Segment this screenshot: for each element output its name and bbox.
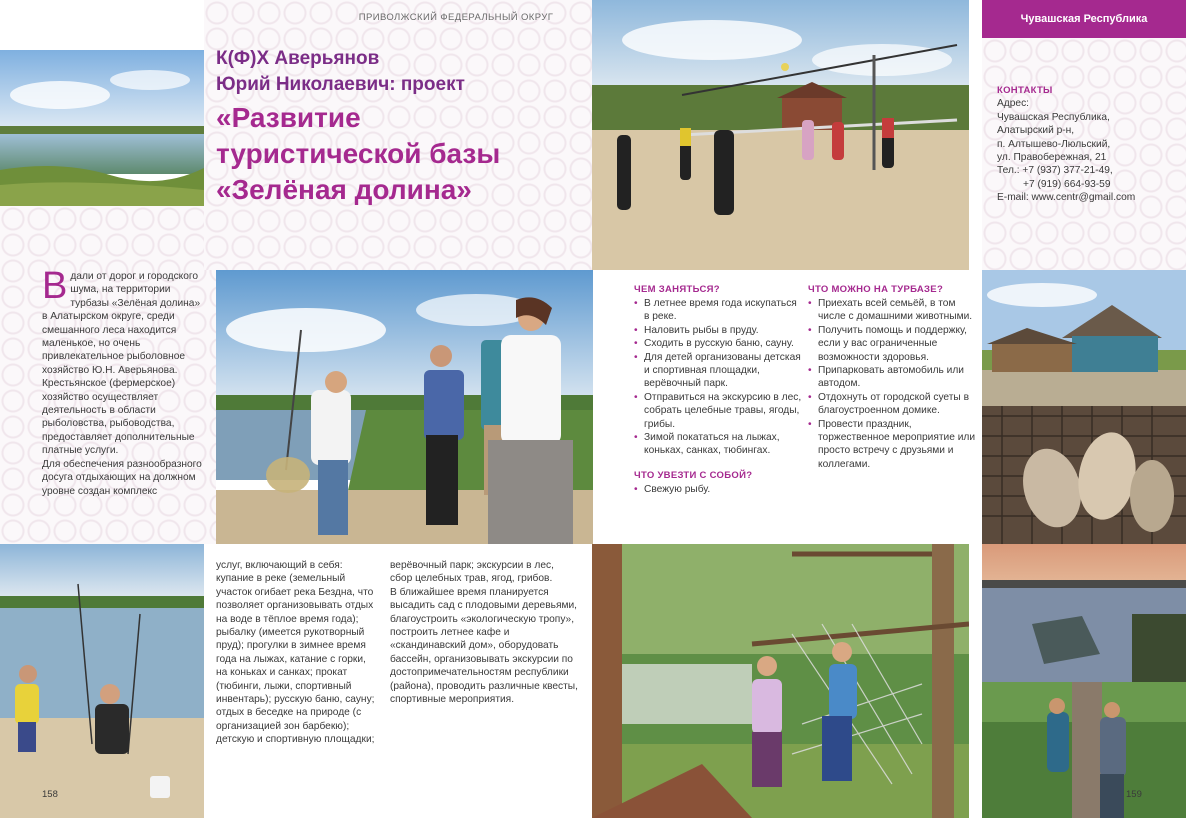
page-number-right: 159 — [1126, 789, 1142, 800]
column-3-paragraph-1: верёвочный парк; экскурсии в лес, сбор целебных трав, ягод, грибов. — [390, 560, 554, 585]
title-line-4: туристической базы — [216, 138, 501, 169]
activities-list — [634, 297, 804, 458]
contacts-heading: КОНТАКТЫ — [997, 85, 1053, 96]
column-3-text — [390, 559, 578, 706]
photo-rope-park — [592, 544, 969, 818]
list-item: • Отправиться на экскурсию в лес, собрать целебные травы, ягоды, грибы. — [634, 391, 804, 431]
at-base-list — [808, 297, 976, 471]
at-base-section — [808, 284, 976, 471]
phone-line: Тел.: +7 (937) 377-21-49, — [997, 165, 1113, 177]
activities-heading: ЧЕМ ЗАНЯТЬСЯ? — [634, 284, 720, 295]
title-line-1: К(Ф)Х Аверьянов — [216, 48, 380, 69]
list-item: • Приехать всей семьёй, в том числе с домашними животными. — [808, 297, 976, 324]
take-away-heading: ЧТО УВЕЗТИ С СОБОЙ? — [634, 469, 753, 481]
list-item: • Наловить рыбы в пруду. — [634, 324, 804, 337]
list-item: • Провести праздник, торжественное мероприятие или просто встречу с друзьями и коллегами. — [808, 418, 976, 472]
list-item: • Припарковать автомобиль или автодом. — [808, 364, 976, 391]
column-2-text: услуг, включающий в себя: купание в реке (земельный участок огибает река Бездна, что позволяет организовывать отдых на воде в тёплое время года); рыбалку (имеется рукотворный пруд); прогулки в зимнее время года на лыжах, катание с горки, на коньках и санках; прокат (тюбинги, лыжи, спортивный инвентарь); русскую баню, сауну; отдых в беседке на природе (с организацией зон барбекю); детскую и спортивную площадки; — [216, 560, 375, 746]
photo-boat-sunset — [982, 544, 1186, 682]
list-item: • Зимой покататься на лыжах, коньках, санках, тюбингах. — [634, 431, 804, 458]
list-item: • Отдохнуть от городской суеты в благоустроенном домике. — [808, 391, 976, 418]
address-line: Алатырский р-н, — [997, 125, 1075, 137]
contacts-block — [997, 84, 1177, 205]
list-item: • В летнее время года искупаться в реке. — [634, 297, 804, 324]
article-title — [216, 46, 576, 208]
region-label: ПРИВОЛЖСКИЙ ФЕДЕРАЛЬНЫЙ ОКРУГ — [358, 12, 554, 23]
list-item: • Сходить в русскую баню, сауну. — [634, 337, 804, 350]
address-label: Адрес: — [997, 98, 1029, 110]
photo-fish — [982, 406, 1186, 544]
at-base-heading: ЧТО МОЖНО НА ТУРБАЗЕ? — [808, 284, 944, 295]
photo-kids-fishing — [0, 544, 204, 818]
page-number-left: 158 — [42, 789, 58, 800]
title-line-5: «Зелёная долина» — [216, 174, 472, 205]
photo-tree-hug — [982, 682, 1186, 818]
photo-lake — [0, 50, 204, 206]
column-3-paragraph-2: В ближайшее время планируется высадить сад с плодовыми деревьями, благоустроить «экологическую тропу», построить летнее кафе и «скандинавский дом», оборудовать бассейн, организовывать экскурсии по достопримечательностям республики (района), проводить различные квесты, спортивные мероприятия. — [390, 586, 578, 706]
region-badge: Чувашская Республика — [982, 0, 1186, 38]
photo-volleyball — [592, 0, 969, 270]
list-item: • Получить помощь и поддержку, если у вас ограниченные возможности здоровья. — [808, 324, 976, 364]
address-line: п. Алтышево-Люльский, — [997, 138, 1111, 150]
intro-paragraph-2: Для обеспечения разнообразного досуга отдыхающих на должном уровне создан комплекс — [42, 458, 202, 497]
activities-section — [634, 284, 804, 496]
address-line: Чувашская Республика, — [997, 111, 1110, 123]
intro-text — [42, 265, 207, 498]
list-item: • Для детей организованы детская и спортивная площадки, верёвочный парк. — [634, 351, 804, 391]
title-line-3: «Развитие — [216, 102, 361, 133]
photo-group-river — [216, 270, 593, 544]
phone-line: +7 (919) 664-93-59 — [1023, 178, 1111, 190]
take-away-list — [634, 483, 804, 496]
address-line: ул. Правобережная, 21 — [997, 152, 1107, 164]
list-item: • Свежую рыбу. — [634, 483, 804, 496]
email-line: E-mail: www.centr@gmail.com — [997, 192, 1136, 204]
title-line-2: Юрий Николаевич: проект — [216, 74, 465, 95]
intro-paragraph-1: дали от дорог и городского шума, на территории турбазы «Зелёная долина» в Алатырском округе, среди смешанного леса находится маленькое, но очень привлекательное рыболовное хозяйство Ю.Н. Аверьянова. Крестьянское (фермерское) хозяйство осуществляет деятельность в области рыболовства, рыбоводства, предоставляет дополнительные платные услуги. — [42, 271, 201, 457]
photo-house — [982, 270, 1186, 406]
dropcap: В — [42, 265, 68, 307]
